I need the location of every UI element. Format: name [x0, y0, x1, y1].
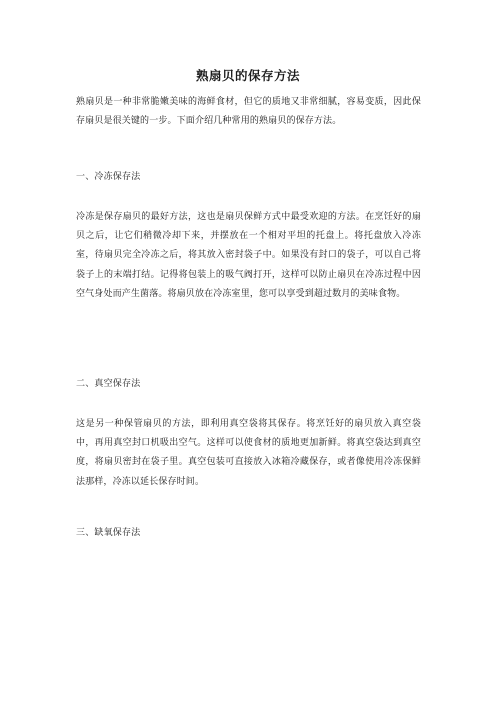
document-title: 熟扇贝的保存方法 — [195, 68, 300, 83]
section-heading-anoxic: 三、缺氧保存法 — [76, 528, 141, 538]
section-heading-vacuum: 二、真空保存法 — [76, 379, 141, 389]
section-heading-freezing: 一、冷冻保存法 — [76, 172, 141, 182]
section-body-vacuum: 这是另一种保管扇贝的方法，即利用真空袋将其保存。将烹饪好的扇贝放入真空袋中，再用真空封口机吸出空气。这样可以使食材的质地更加新鲜。将真空袋达到真空度，将扇贝密封在袋子里。真空包装可直接放入冰箱冷藏保存，或者像使用冷冻保鲜法那样，冷冻以延长保存时间。 — [76, 419, 421, 487]
intro-paragraph: 熟扇贝是一种非常脆嫩美味的海鲜食材，但它的质地又非常细腻，容易变质，因此保存扇贝是很关键的一步。下面介绍几种常用的熟扇贝的保存方法。 — [76, 97, 421, 127]
section-body-freezing: 冷冻是保存扇贝的最好方法，这也是扇贝保鲜方式中最受欢迎的方法。在烹饪好的扇贝之后，让它们稍微冷却下来，并摆放在一个相对平坦的托盘上。将托盘放入冷冻室，待扇贝完全冷冻之后，将其放入密封袋子中。如果没有封口的袋子，可以自己将袋子上的末端打结。记得将包装上的吸气阀打开，这样可以防止扇贝在冷冻过程中因空气身处而产生菌落。将扇贝放在冷冻室里，您可以享受到超过数月的美味食物。 — [76, 212, 421, 299]
